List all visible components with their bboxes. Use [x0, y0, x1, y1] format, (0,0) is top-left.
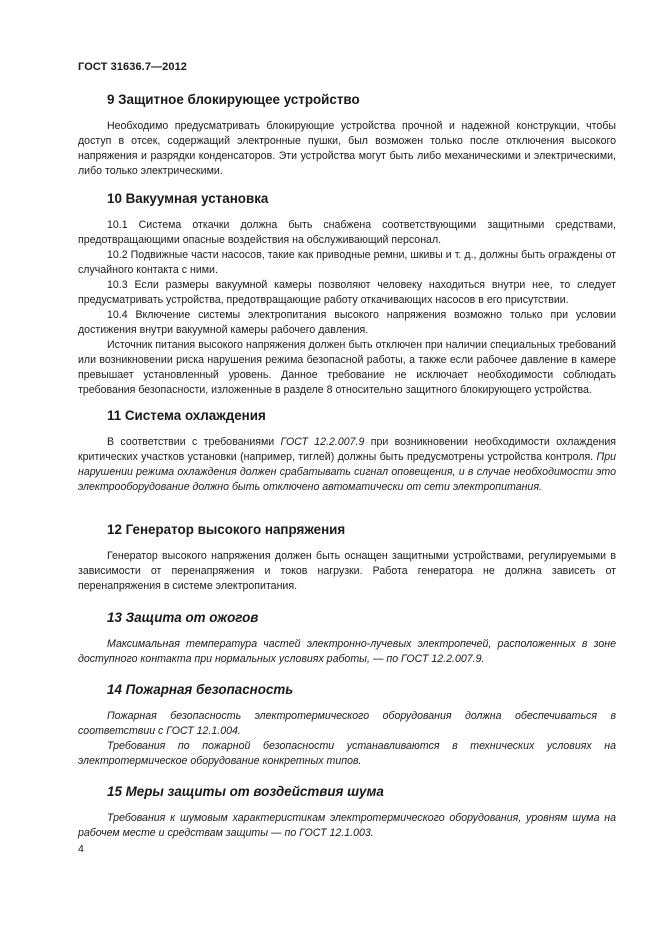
text-run-italic: При нарушении режима охлаждения должен срабатывать сигнал оповещения, и в случае необходимости это электрооборудование должно быть отключено автоматически от сети электропитания.	[78, 451, 616, 493]
paragraph: 10.3 Если размеры вакуумной камеры позволяют человеку находиться внутри нее, то следует предусматривать устройства, предотвращающие работу откачивающих насосов в его присутствии.	[78, 279, 616, 306]
paragraph: Генератор высокого напряжения должен быть оснащен защитными устройствами, регулируемыми в зависимости от перенапряжения и токов нагрузки. Работа генератора не должна зависеть от перенапряжения в системе электропитания.	[78, 550, 616, 592]
section-title: 9 Защитное блокирующее устройство	[107, 92, 360, 107]
standard-reference: ГОСТ 12.2.007.9	[280, 436, 365, 448]
paragraph: Требования к шумовым характеристикам электротермического оборудования, уровням шума на рабочем месте и средствам защиты — по ГОСТ 12.1.003.	[78, 812, 616, 839]
section-title: 14 Пожарная безопасность	[107, 682, 294, 697]
section-body	[78, 709, 616, 769]
section-body	[78, 811, 616, 841]
section-body	[78, 435, 616, 495]
section-10	[78, 191, 616, 398]
section-body	[78, 119, 616, 179]
section-title: 15 Меры защиты от воздействия шума	[107, 784, 384, 799]
text-run: В соответствии с требованиями	[107, 436, 281, 448]
section-title: 13 Защита от ожогов	[107, 610, 259, 625]
paragraph: Необходимо предусматривать блокирующие устройства прочной и надежной конструкции, чтобы доступ в отсек, содержащий электронные пушки, был возможен только после отключения высокого напряжения и разрядки конденсаторов. Эти устройства могут быть либо механическими и электрическими, либо только электрическими.	[78, 120, 616, 177]
section-14	[78, 682, 616, 769]
section-15	[78, 784, 616, 841]
section-body	[78, 218, 616, 398]
paragraph	[78, 435, 616, 495]
section-title: 10 Вакуумная установка	[107, 191, 269, 206]
section-9	[78, 92, 616, 179]
paragraph: 10.1 Система откачки должна быть снабжена соответствующими защитными средствами, предотвращающими опасные воздействия на обслуживающий персонал.	[78, 219, 616, 246]
paragraph: 10.2 Подвижные части насосов, такие как приводные ремни, шкивы и т. д., должны быть ограждены от случайного контакта с ними.	[78, 249, 616, 276]
paragraph: 10.4 Включение системы электропитания высокого напряжения возможно только при условии достижения внутри вакуумной камеры рабочего давления.	[78, 309, 616, 336]
text-run: при возникновении необходимости охлаждения критических участков установки (например, тиглей) должны быть предусмотрены устройства контроля.	[78, 436, 616, 463]
paragraph: Максимальная температура частей электронно-лучевых электропечей, расположенных в зоне доступного контакта при нормальных условиях работы, — по ГОСТ 12.2.007.9.	[78, 638, 616, 665]
section-title: 11 Система охлаждения	[107, 408, 266, 423]
section-13	[78, 610, 616, 667]
section-12	[78, 522, 616, 594]
paragraph: Пожарная безопасность электротермического оборудования должна обеспечиваться в соответствии с ГОСТ 12.1.004.	[78, 710, 616, 737]
section-title: 12 Генератор высокого напряжения	[107, 522, 346, 537]
section-11	[78, 408, 616, 495]
page-number: 4	[78, 843, 84, 855]
paragraph: Требования по пожарной безопасности устанавливаются в технических условиях на электротермическое оборудование конкретных типов.	[78, 740, 616, 767]
section-body	[78, 637, 616, 667]
document-id-header: ГОСТ 31636.7—2012	[78, 61, 188, 73]
paragraph: Источник питания высокого напряжения должен быть отключен при наличии специальных требований или возникновении риска нарушения режима безопасной работы, а также если рабочее давление в камере превышает установленный уровень. Данное требование не исключает необходимости соблюдать требования безопасности, изложенные в разделе 8 относительно защитного блокирующего устройства.	[78, 339, 616, 396]
section-body	[78, 549, 616, 594]
